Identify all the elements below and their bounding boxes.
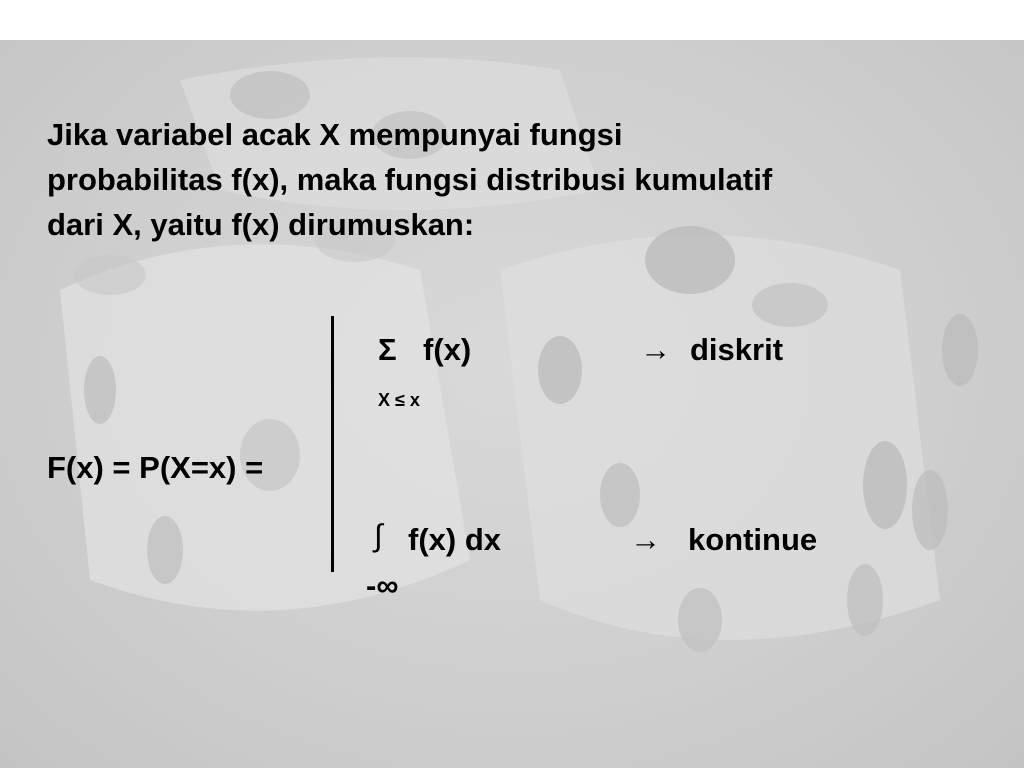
slide — [0, 40, 1024, 768]
continuous-label: kontinue — [688, 522, 818, 557]
integral-symbol: ∫ — [374, 518, 383, 553]
integral-lower-limit: -∞ — [366, 568, 399, 603]
intro-paragraph — [47, 112, 1007, 247]
intro-line-3: dari X, yaitu f(x) dirumuskan: — [47, 207, 475, 242]
intro-line-2: probabilitas f(x), maka fungsi distribusi kumulatif — [47, 162, 773, 197]
continuous-expression: f(x) dx — [408, 522, 501, 557]
continuous-arrow-icon: → — [630, 522, 661, 557]
sum-subscript: X ≤ x — [378, 390, 420, 410]
discrete-label: diskrit — [690, 332, 784, 367]
discrete-expression: f(x) — [423, 332, 472, 367]
sigma-symbol: Σ — [378, 332, 397, 367]
discrete-arrow-icon: → — [640, 332, 671, 367]
formula-lhs: F(x) = P(X=x) = — [47, 450, 264, 485]
brace-line — [331, 316, 334, 572]
intro-line-1: Jika variabel acak X mempunyai fungsi — [47, 117, 623, 152]
